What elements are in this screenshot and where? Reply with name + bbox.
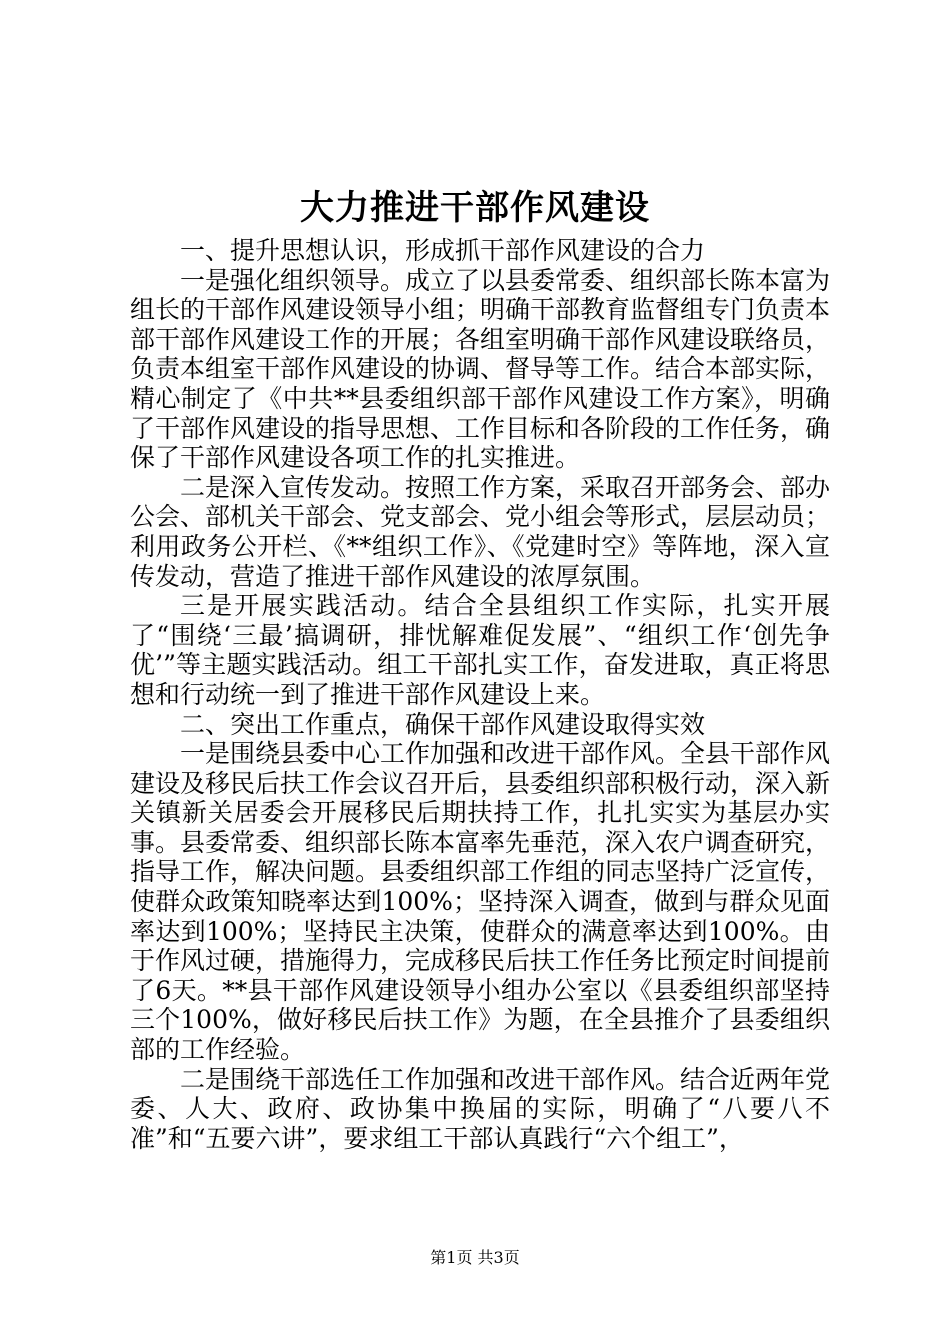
paragraph-organization-leadership: 一是强化组织领导。成立了以县委常委、组织部长陈本富为组长的干部作风建设领导小组；明确干部教育监督组专门负责本部干部作风建设工作的开展；各组室明确干部作风建设联络员，负责本组室干部作风建设的协调、督导等工作。结合本部实际，精心制定了《中共**县委组织部干部作风建设工作方案》，明确了干部作风建设的指导思想、工作目标和各阶段的工作任务，确保了干部作风建设各项工作的扎实推进。 [130, 265, 831, 473]
paragraph-cadre-selection: 二是围绕干部选任工作加强和改进干部作风。结合近两年党委、人大、政府、政协集中换届的实际，明确了“八要八不准”和“五要六讲”，要求组工干部认真践行“六个组工”， [130, 1064, 831, 1153]
paragraph-central-work: 一是围绕县委中心工作加强和改进干部作风。全县干部作风建设及移民后扶工作会议召开后，县委组织部积极行动，深入新关镇新关居委会开展移民后期扶持工作，扎扎实实为基层办实事。县委常委、组织部长陈本富率先垂范，深入农户调查研究，指导工作，解决问题。县委组织部工作组的同志坚持广泛宣传，使群众政策知晓率达到100%；坚持深入调查，做到与群众见面率达到100%；坚持民主决策，使群众的满意率达到100%。由于作风过硬，措施得力，完成移民后扶工作任务比预定时间提前了6天。**县干部作风建设领导小组办公室以《县委组织部坚持三个100%，做好移民后扶工作》为题，在全县推介了县委组织部的工作经验。 [130, 739, 831, 1065]
section-heading-2: 二、突出工作重点，确保干部作风建设取得实效 [180, 709, 706, 739]
document-title: 大力推进干部作风建设 [300, 188, 650, 228]
paragraph-practice-activities: 三是开展实践活动。结合全县组织工作实际，扎实开展了“围绕‘三最’搞调研，排忧解难促发展”、“组织工作‘创先争优’”等主题实践活动。组工干部扎实工作，奋发进取，真正将思想和行动统一到了推进干部作风建设上来。 [130, 591, 830, 709]
section-heading-1: 一、提升思想认识，形成抓干部作风建设的合力 [180, 236, 706, 265]
document-body [130, 236, 830, 1153]
page-number-footer: 第1页 共3页 [430, 1248, 520, 1267]
paragraph-publicity-mobilization: 二是深入宣传发动。按照工作方案，采取召开部务会、部办公会、部机关干部会、党支部会、党小组会等形式，层层动员；利用政务公开栏、《**组织工作》、《党建时空》等阵地，深入宣传发动，营造了推进干部作风建设的浓厚氛围。 [130, 472, 831, 591]
